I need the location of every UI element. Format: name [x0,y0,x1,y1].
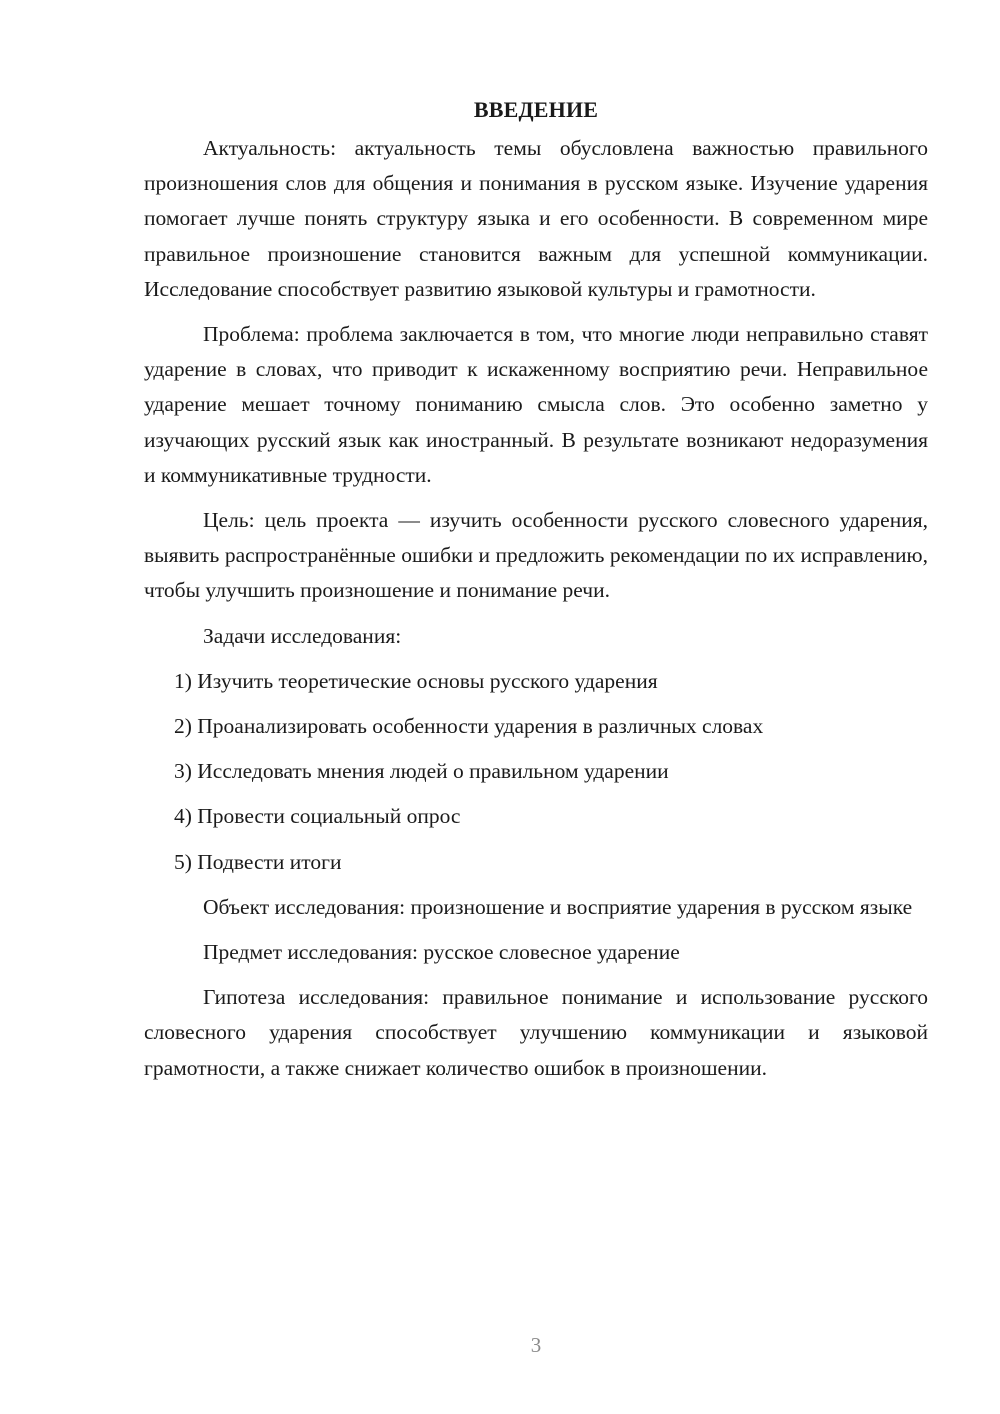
task-item: 5) Подвести итоги [174,849,342,874]
page-title: ВВЕДЕНИЕ [473,97,599,122]
paragraph-relevance: Актуальность: актуальность темы обусловлена важностью правильного произношения слов для общения и понимания в русском языке. Изучение ударения помогает лучше понять структуру языка и его особенности. В современном мире правильное произношение становится важным для успешной коммуникации. Исследование способствует развитию языковой культуры и грамотности. [144,136,928,301]
document-page [144,92,928,1096]
tasks-list [144,664,928,880]
paragraph-hypothesis: Гипотеза исследования: правильное понимание и использование русского словесного ударения способствует улучшению коммуникации и языковой грамотности, а также снижает количество ошибок в произношении. [144,985,928,1080]
paragraph-goal: Цель: цель проекта — изучить особенности русского словесного ударения, выявить распространённые ошибки и предложить рекомендации по их исправлению, чтобы улучшить произношение и понимание речи. [144,508,928,603]
task-item: 4) Провести социальный опрос [174,804,461,829]
paragraph-problem: Проблема: проблема заключается в том, что многие люди неправильно ставят ударение в словах, что приводит к искаженному восприятию речи. Неправильное ударение мешает точному пониманию смысла слов. Это особенно заметно у изучающих русский язык как иностранный. В результате возникают недоразумения и коммуникативные трудности. [144,322,928,487]
tasks-heading: Задачи исследования: [203,623,402,648]
task-item: 3) Исследовать мнения людей о правильном ударении [174,759,669,784]
task-item: 1) Изучить теоретические основы русского ударения [174,668,658,693]
paragraph-object: Объект исследования: произношение и восприятие ударения в русском языке [203,894,913,919]
page-number: 3 [530,1333,542,1357]
task-item: 2) Проанализировать особенности ударения в различных словах [174,714,764,739]
paragraph-subject: Предмет исследования: русское словесное ударение [203,940,680,965]
